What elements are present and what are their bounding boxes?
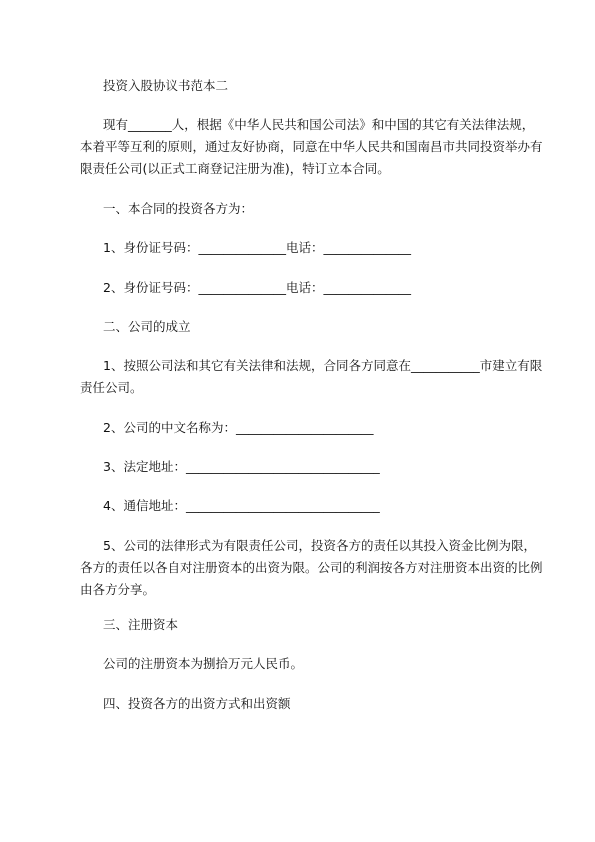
section-2-item-5-line-3: 由各方分享。 <box>80 582 156 597</box>
document-title: 投资入股协议书范本二 <box>103 78 229 93</box>
section-3-text: 公司的注册资本为捌拾万元人民币。 <box>103 656 304 671</box>
section-2-item-5-line-2: 各方的责任以各自对注册资本的出资为限。公司的利润按各方对注册资本出资的比例 <box>80 560 543 575</box>
section-1-heading: 一、本合同的投资各方为： <box>103 201 254 216</box>
section-2-item-3: 3、法定地址：_______________________________ <box>103 459 380 474</box>
intro-line-3: 限责任公司(以正式工商登记注册为准)，特订立本合同。 <box>80 161 390 176</box>
section-2-heading: 二、公司的成立 <box>103 319 191 334</box>
section-2-item-2: 2、公司的中文名称为：______________________ <box>103 420 374 435</box>
section-3-heading: 三、注册资本 <box>103 617 179 632</box>
section-2-item-4: 4、通信地址：_______________________________ <box>103 498 380 513</box>
section-2-item-1-line-2: 责任公司。 <box>80 380 143 395</box>
section-2-item-5-line-1: 5、公司的法律形式为有限责任公司，投资各方的责任以其投入资金比例为限， <box>103 538 536 553</box>
intro-line-1: 现有_______人，根据《中华人民共和国公司法》和中国的其它有关法律法规， <box>103 117 535 132</box>
intro-line-2: 本着平等互利的原则，通过友好协商，同意在中华人民共和国南昌市共同投资举办有 <box>80 139 543 154</box>
section-4-heading: 四、投资各方的出资方式和出资额 <box>103 696 291 711</box>
section-2-item-1-line-1: 1、按照公司法和其它有关法律和法规，合同各方同意在___________市建立有限 <box>103 358 543 373</box>
section-1-item-2: 2、身份证号码：______________电话：______________ <box>103 280 411 295</box>
section-1-item-1: 1、身份证号码：______________电话：______________ <box>103 240 411 255</box>
